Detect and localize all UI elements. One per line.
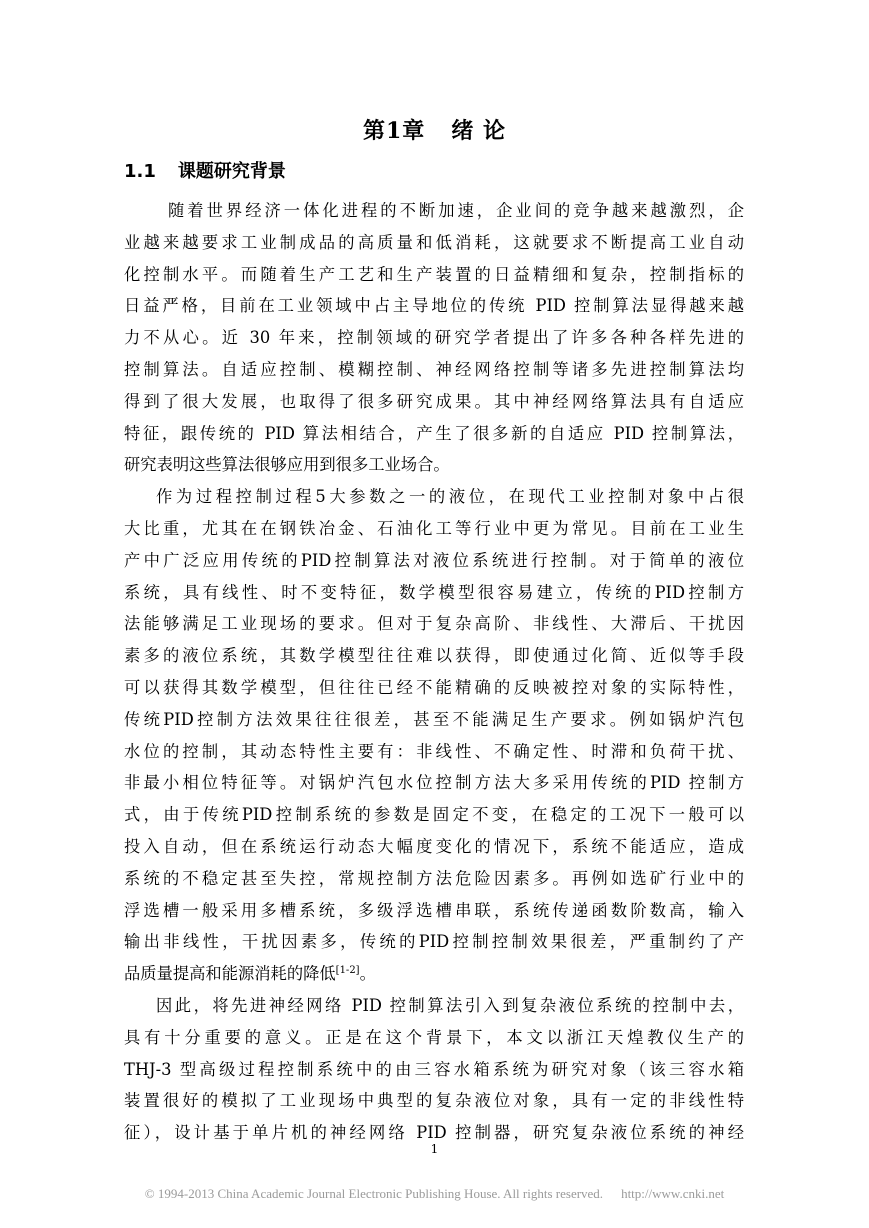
text-line: 法能够满足工业现场的要求。但对于复杂高阶、非线性、大滞后、干扰因 xyxy=(124,614,744,634)
text-line: 系统，具有线性、时不变特征，数学模型很容易建立，传统的PID控制方 xyxy=(124,582,744,602)
text-line: 征），设计基于单片机的神经网络 PID 控制器，研究复杂液位系统的神经 xyxy=(124,1123,744,1143)
text-line: 化控制水平。而随着生产工艺和生产装置的日益精细和复杂，控制指标的 xyxy=(124,264,744,284)
text-line: 具有十分重要的意义。正是在这个背景下，本文以浙江天煌教仪生产的 xyxy=(124,1027,744,1047)
text-line: 力不从心。近 30 年来，控制领域的研究学者提出了许多各种各样先进的 xyxy=(124,328,744,348)
text-line: 作为过程控制过程5大参数之一的液位，在现代工业控制对象中占很 xyxy=(156,487,744,507)
text-line: 系统的不稳定甚至失控，常规控制方法危险因素多。再例如选矿行业中的 xyxy=(124,868,744,888)
text-line xyxy=(124,958,744,990)
text-line: 日益严格，目前在工业领域中占主导地位的传统 PID 控制算法显得越来越 xyxy=(124,296,744,316)
text-line: 传统PID控制方法效果往往很差，甚至不能满足生产要求。例如锅炉汽包 xyxy=(124,709,744,729)
body-text xyxy=(124,195,744,1149)
text-line: 随着世界经济一体化进程的不断加速，企业间的竞争越来越激烈，企 xyxy=(168,201,744,220)
text-line: 非最小相位特征等。对锅炉汽包水位控制方法大多采用传统的PID 控制方 xyxy=(124,773,744,793)
chapter-title xyxy=(0,114,869,145)
text-line-content: 品质量提高和能源消耗的降低 xyxy=(124,964,336,984)
text-line: 输出非线性，干扰因素多，传统的PID控制控制效果很差，严重制约了产 xyxy=(124,932,744,952)
text-line: 浮选槽一般采用多槽系统，多级浮选槽串联，系统传递函数阶数高，输入 xyxy=(124,900,744,920)
text-line: 控制算法。自适应控制、模糊控制、神经网络控制等诸多先进控制算法均 xyxy=(124,359,744,379)
text-line: THJ-3 型高级过程控制系统中的由三容水箱系统为研究对象（该三容水箱 xyxy=(124,1059,744,1079)
text-line: 可以获得其数学模型，但往往已经不能精确的反映被控对象的实际特性， xyxy=(124,677,744,697)
copyright-notice: © 1994-2013 China Academic Journal Electronic Publishing House. All rights reserved. xyxy=(144,1186,604,1201)
paragraph xyxy=(124,195,744,481)
text-line: 得到了很大发展，也取得了很多研究成果。其中神经网络算法具有自适应 xyxy=(124,391,744,411)
citation: [1-2] xyxy=(335,965,360,977)
text-line: 业越来越要求工业制成品的高质量和低消耗，这就要求不断提高工业自动 xyxy=(124,232,744,252)
section-heading xyxy=(124,157,286,183)
text-line: 产中广泛应用传统的PID控制算法对液位系统进行控制。对于简单的液位 xyxy=(124,550,744,570)
page-number: 1 xyxy=(430,1142,439,1156)
text-line: 式，由于传统PID控制系统的参数是固定不变，在稳定的工况下一般可以 xyxy=(124,805,744,825)
section-number: 1.1 xyxy=(124,161,156,182)
text-line: 大比重，尤其在在钢铁冶金、石油化工等行业中更为常见。目前在工业生 xyxy=(124,518,744,538)
chapter-number: 第1章 xyxy=(363,118,426,144)
line-end-punctuation: 。 xyxy=(359,964,376,984)
text-line: 研究表明这些算法很够应用到很多工业场合。 xyxy=(124,455,450,475)
footer-link[interactable]: http://www.cnki.net xyxy=(621,1186,725,1201)
footer xyxy=(0,1186,869,1202)
section-title: 课题研究背景 xyxy=(177,161,286,182)
text-line: 水位的控制，其动态特性主要有：非线性、不确定性、时滞和负荷干扰、 xyxy=(124,741,744,761)
paragraph xyxy=(124,990,744,1149)
text-line: 装置很好的模拟了工业现场中典型的复杂液位对象，具有一定的非线性特 xyxy=(124,1091,744,1111)
text-line: 特征，跟传统的 PID 算法相结合，产生了很多新的自适应 PID 控制算法， xyxy=(124,423,744,443)
paragraph xyxy=(124,481,744,990)
text-line: 投入自动，但在系统运行动态大幅度变化的情况下，系统不能适应，造成 xyxy=(124,836,744,856)
chapter-name: 绪 论 xyxy=(451,118,506,144)
text-line: 因此，将先进神经网络 PID 控制算法引入到复杂液位系统的控制中去， xyxy=(156,995,744,1015)
text-line: 素多的液位系统，其数学模型往往难以获得，即使通过化简、近似等手段 xyxy=(124,646,744,666)
